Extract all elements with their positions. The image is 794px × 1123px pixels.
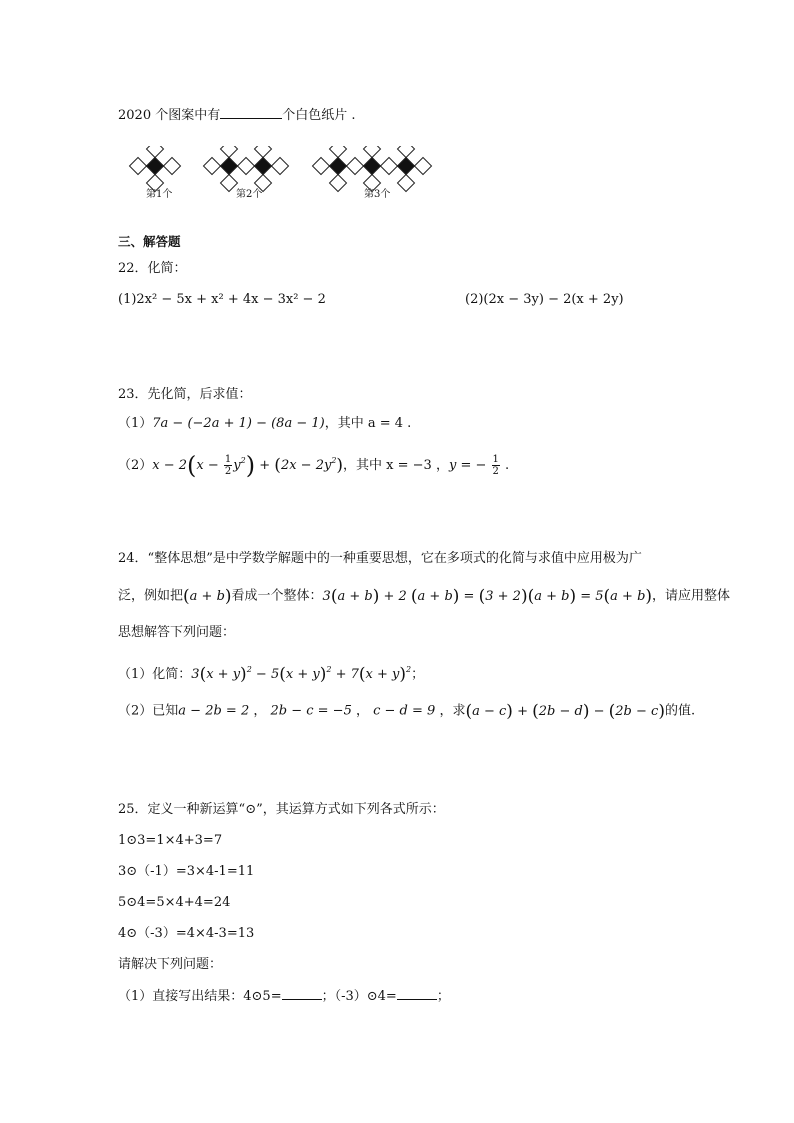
q23-p1-cond: ，其中 a = 4 . [324,416,412,431]
q24-p2-target: (a − c) + (2b − d) − (2b − c) [465,701,665,721]
fraction-one-half: $\frac{1}{2}$ [492,454,499,477]
white-diamond [221,175,238,192]
q25-p1-b: ；（-3）⊙4= [321,989,397,1004]
q22-part2: (2)(2x − 3y) − 2(x + 2y) [465,292,624,307]
q23-stem: 23．先化简，后求值： [118,387,252,402]
white-diamond [398,146,415,158]
q25-line1: 25．定义一种新运算“⊙”，其运算方式如下列各式所示： [118,802,445,817]
q24-expr-ab: (a + b) [183,586,232,606]
q24-p2-label: （2）已知 [118,703,179,719]
white-diamond [330,175,347,192]
section-title: 三、解答题 [118,234,181,249]
q25-ex2: 3⊙（-1）=3×4-1=11 [118,864,255,879]
answer-blank[interactable] [220,106,282,119]
q24-p1-expr: $3(x + y)^2 - 5(x + y)^2 + 7(x + y)^2$ [191,664,412,685]
q24-p2-end: 的值. [664,703,696,719]
black-diamond [330,158,347,175]
q23-part1 [118,415,411,433]
q21-line [118,106,355,125]
white-diamond [330,146,347,158]
q24-part1: （1）化简：$3(x + y)^2 - 5(x + y)^2 + 7(x + y)^2$； [118,664,425,685]
q24-p1-label: （1）化简： [118,667,192,682]
white-diamond [398,175,415,192]
q25-ex4: 4⊙（-3）=4×4-3=13 [118,926,255,941]
q24-line2 [118,587,730,606]
q22-part1: (1)2x² − 5x + x² + 4x − 3x² − 2 [118,292,326,307]
black-diamond [398,158,415,175]
q21-suffix: 个白色纸片 . [282,108,356,123]
q25-p1-a: （1）直接写出结果：4⊙5= [118,989,282,1004]
black-diamond [255,158,272,175]
q23-p2-end: . [500,458,510,473]
white-diamond [238,158,255,175]
caption-1: 第1个 [146,189,173,200]
q23-p2-cond1: ，其中 x = −3 ， [343,458,449,473]
answer-blank-1[interactable] [282,987,322,1000]
q24-line2-a: 泛，例如把 [118,588,184,604]
q25-p1-c: ； [436,989,450,1004]
q22-stem: 22．化简： [118,261,187,276]
q24-example-expr: 3(a + b) + 2 (a + b) = (3 + 2)(a + b) = 5(a + b) [322,586,653,606]
black-diamond [221,158,238,175]
q24-line2-c: ，请应用整体 [652,588,731,604]
q25-ex1: 1⊙3=1×4+3=7 [118,833,223,848]
caption-2: 第2个 [236,189,263,200]
q24-line2-b: 看成一个整体： [231,588,323,604]
q24-line3: 思想解答下列问题： [118,625,236,640]
answer-blank-2[interactable] [397,987,437,1000]
q23-p2-label: （2） [118,458,153,473]
q24-p2-given: a − 2b = 2 [178,703,250,719]
black-diamond [147,158,164,175]
white-diamond [204,158,221,175]
black-diamond [364,158,381,175]
white-diamond [347,158,364,175]
q24-line1: 24．“整体思想”是中学数学解题中的一种重要思想，它在多项式的化简与求值中应用极为广 [118,551,642,566]
white-diamond [164,158,181,175]
q23-p1-label: （1） [118,416,153,431]
white-diamond [381,158,398,175]
white-diamond [415,158,432,175]
white-diamond [255,146,272,158]
white-diamond [221,146,238,158]
white-diamond [313,158,330,175]
q23-p2-cond2: y = − [448,458,491,473]
q21-prefix: 2020 个图案中有 [118,108,221,123]
white-diamond [147,146,164,158]
caption-3: 第3个 [364,189,391,200]
white-diamond [130,158,147,175]
white-diamond [364,146,381,158]
q25-prompt: 请解决下列问题： [118,957,223,972]
diamond-figure-svg [126,146,456,204]
q25-ex3: 5⊙4=5×4+4=24 [118,895,231,910]
q23-p2-expr: x − 2(x − $\frac{1}{2}$ $y^2) + (2x - 2y^2)$ [152,451,344,480]
q23-p1-expr: 7a − (−2a + 1) − (8a − 1) [152,416,325,431]
q24-part2: （2）已知a − 2b = 2 ， 2b − c = −5 ， c − d = 9 ，求(a − c) + (2b − d) − (2b − c)的值. [118,701,696,721]
white-diamond [272,158,289,175]
diamond-figure-final [126,146,456,204]
q25-part1 [118,987,450,1006]
q23-part2 [118,451,510,480]
